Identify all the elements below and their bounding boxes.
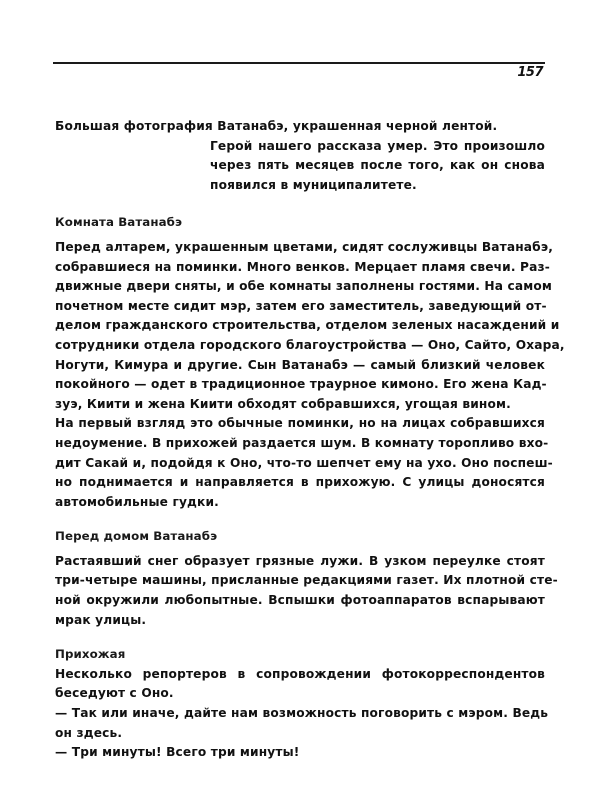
paragraph-line: но поднимается и направляется в прихожую. С улицы доносятся xyxy=(55,475,545,490)
paragraph-line: собравшиеся на поминки. Много венков. Мерцает пламя свечи. Раз- xyxy=(55,259,550,274)
section-watanabe-room xyxy=(55,213,565,512)
dialogue-line: он здесь. xyxy=(55,725,123,740)
paragraph-line: делом гражданского строительства, отделом зеленых насаждений и xyxy=(55,318,560,333)
paragraph-line: Ногути, Кимура и другие. Сын Ватанабэ — самый близкий человек xyxy=(55,357,545,372)
paragraph-line: Перед алтарем, украшенным цветами, сидят сослуживцы Ватанабэ, xyxy=(55,239,553,254)
paragraph-line: три-четыре машины, присланные редакциями газет. Их плотной сте- xyxy=(55,573,558,588)
intro-indented-line: через пять месяцев после того, как он снова xyxy=(210,158,545,173)
section-heading: Перед домом Ватанабэ xyxy=(55,529,218,544)
paragraph-line: Несколько репортеров в сопровождении фотокорреспондентов xyxy=(55,666,545,681)
page-number: 157 xyxy=(517,65,543,80)
paragraph-line: недоумение. В прихожей раздается шум. В комнату торопливо вхо- xyxy=(55,435,549,450)
paragraph-line: автомобильные гудки. xyxy=(55,494,219,509)
paragraph-line: На первый взгляд это обычные поминки, но на лицах собравшихся xyxy=(55,416,545,431)
paragraph-line: беседуют с Оно. xyxy=(55,686,174,701)
paragraph-line: ной окружили любопытные. Вспышки фотоаппаратов вспарывают xyxy=(55,593,545,608)
spacer xyxy=(55,195,545,213)
section-front-of-house xyxy=(55,527,558,630)
paragraph-line: Растаявший снег образует грязные лужи. В узком переулке стоят xyxy=(55,553,545,568)
page-content xyxy=(55,117,565,763)
section-heading: Прихожая xyxy=(55,647,126,662)
paragraph-line: зуэ, Киити и жена Киити обходят собравшихся, угощая вином. xyxy=(55,396,511,411)
paragraph-line: сотрудники отдела городского благоустройства — Оно, Сайто, Охара, xyxy=(55,337,565,352)
intro-indented-block xyxy=(55,137,545,196)
intro-indented-line: Герой нашего рассказа умер. Это произошло xyxy=(210,138,545,153)
intro-block xyxy=(55,117,545,195)
paragraph-line: покойного — одет в традиционное траурное кимоно. Его жена Кад- xyxy=(55,377,547,392)
header-rule xyxy=(53,62,545,64)
intro-indented-line: появился в муниципалитете. xyxy=(210,177,417,192)
paragraph-line: мрак улицы. xyxy=(55,612,147,627)
paragraph-line: движные двери сняты, и обе комнаты заполнены гостями. На самом xyxy=(55,279,553,294)
spacer xyxy=(55,512,545,527)
paragraph-line: почетном месте сидит мэр, затем его заместитель, заведующий от- xyxy=(55,298,547,313)
spacer xyxy=(55,630,545,645)
intro-line: Большая фотография Ватанабэ, украшенная черной лентой. xyxy=(55,119,498,133)
dialogue-line: — Три минуты! Всего три минуты! xyxy=(55,745,300,760)
section-heading: Комната Ватанабэ xyxy=(55,215,183,230)
paragraph-line: дит Сакай и, подойдя к Оно, что-то шепчет ему на ухо. Оно поспеш- xyxy=(55,455,553,470)
section-hallway xyxy=(55,645,549,763)
dialogue-line: — Так или иначе, дайте нам возможность поговорить с мэром. Ведь xyxy=(55,706,549,721)
